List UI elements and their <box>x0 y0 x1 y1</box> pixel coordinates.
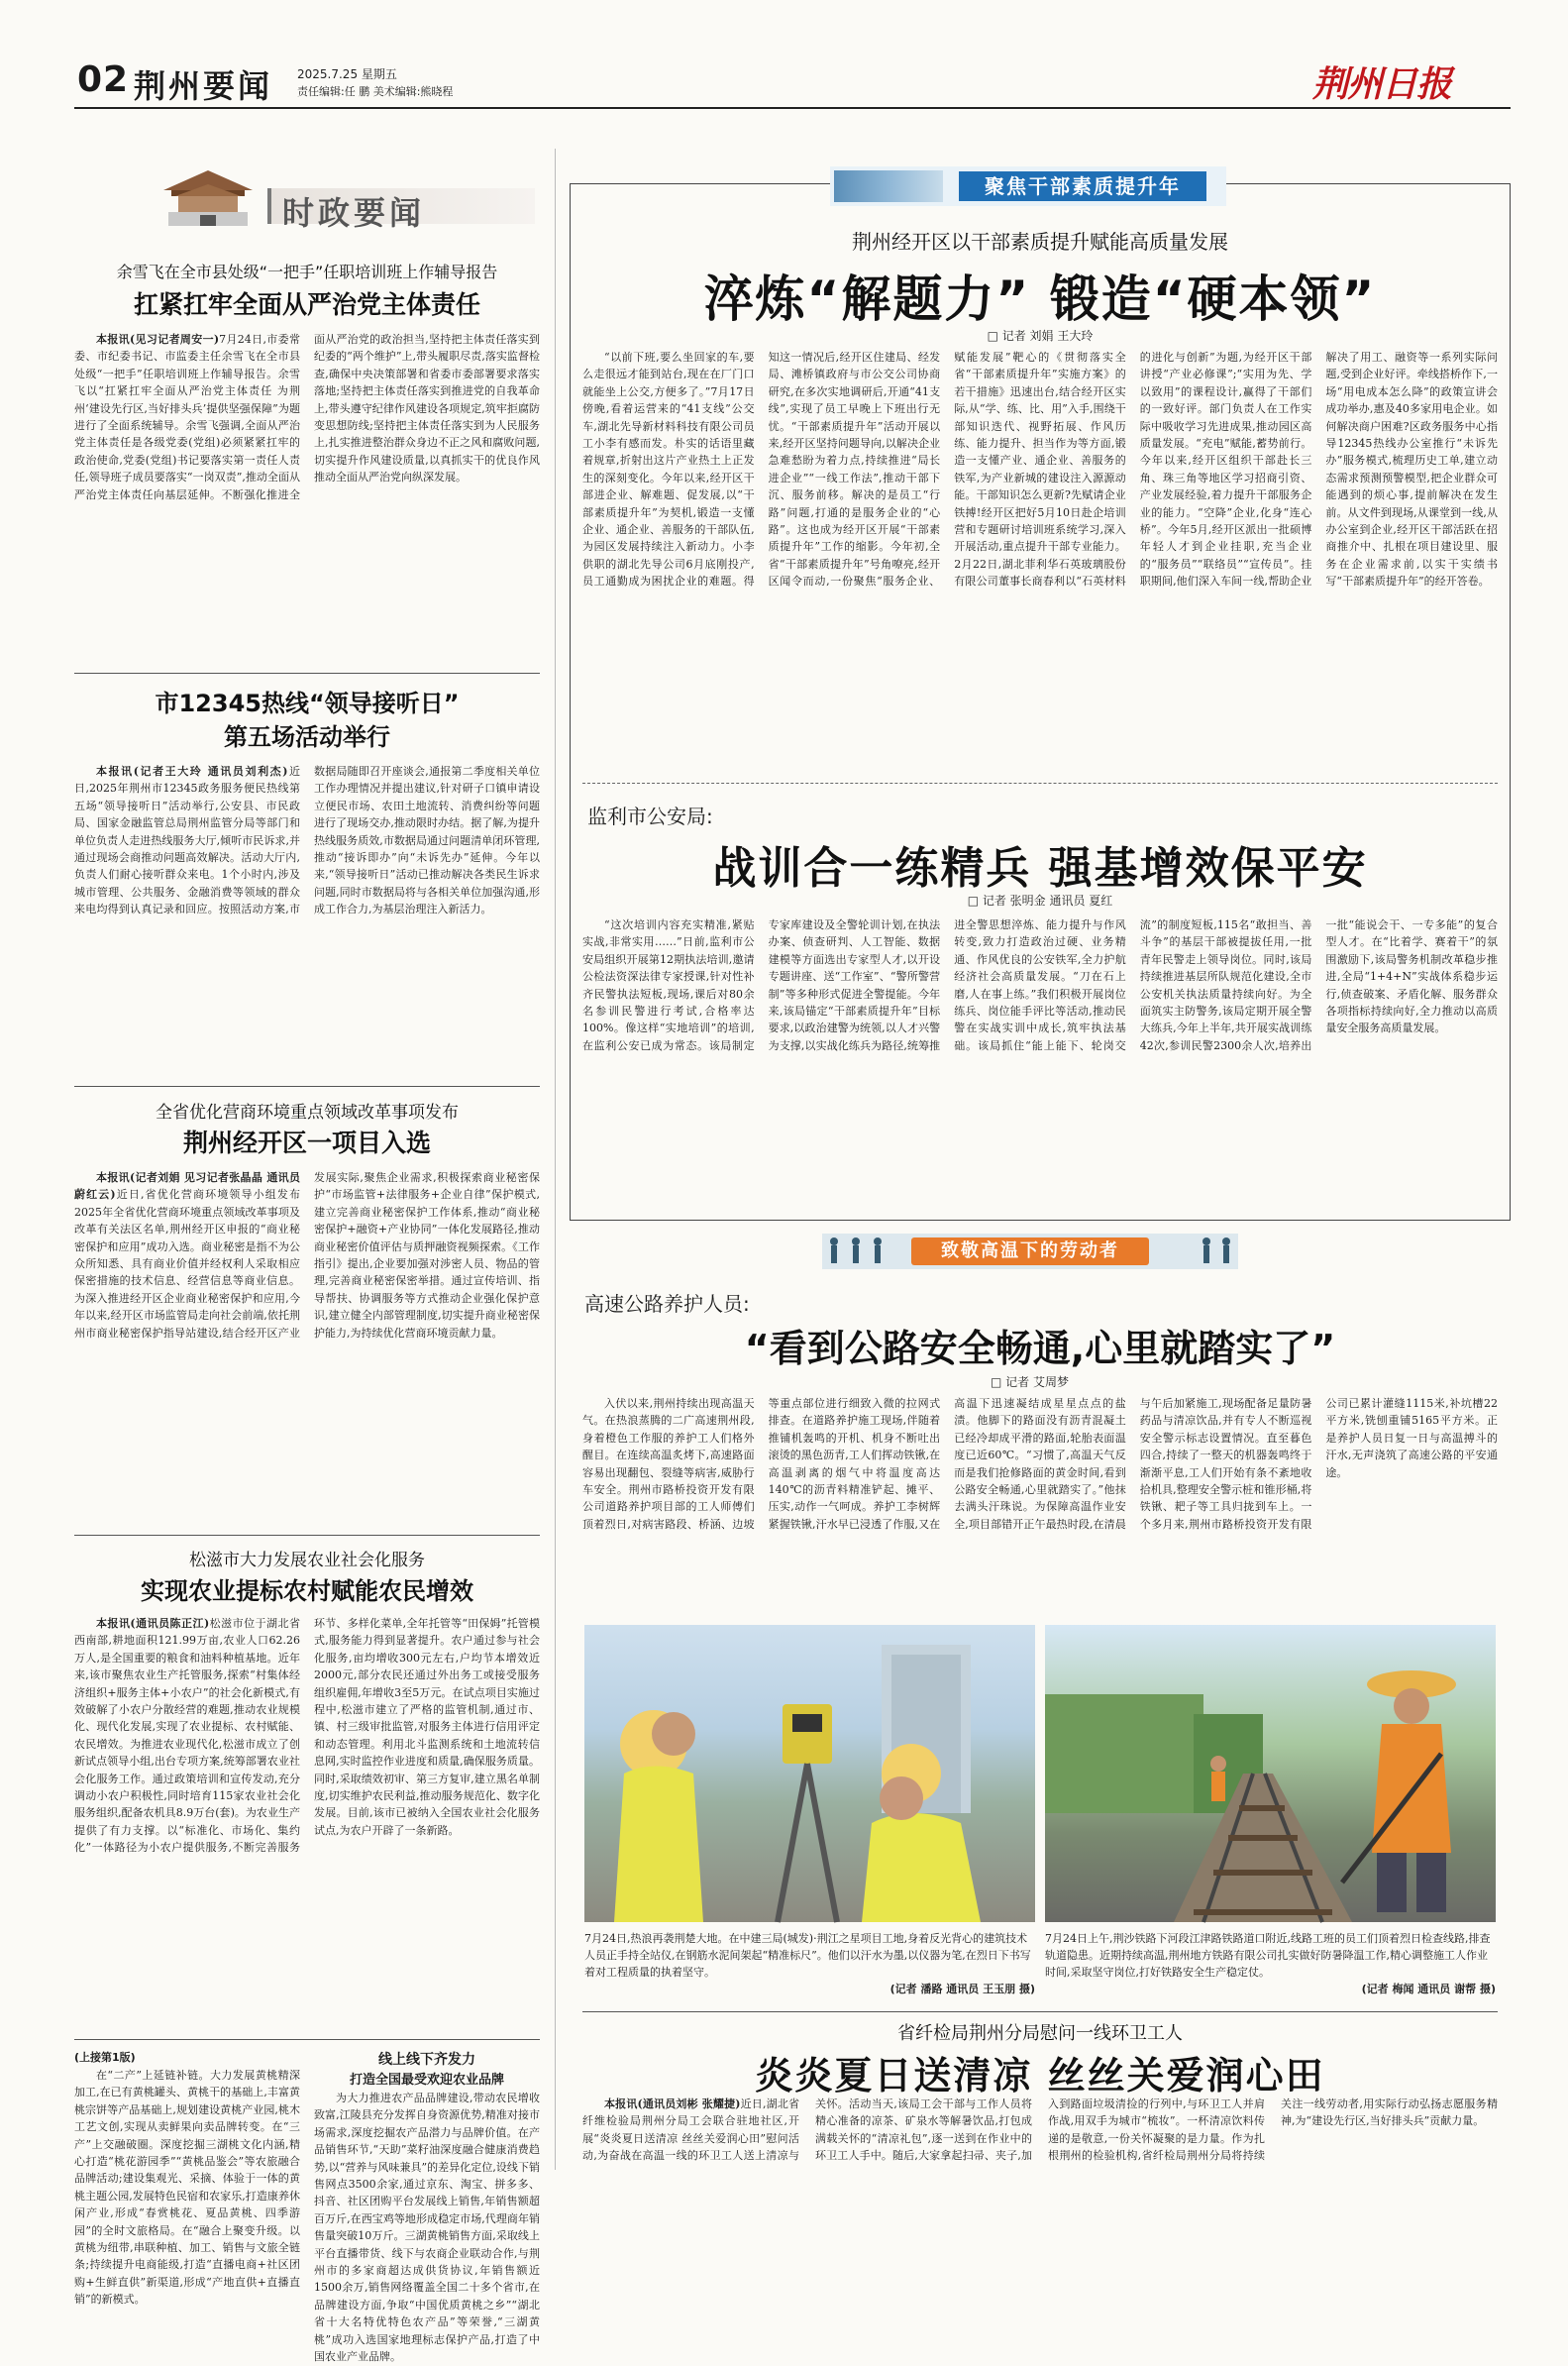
heat-banner-label: 致敬高温下的劳动者 <box>911 1237 1149 1265</box>
feature-banner <box>830 166 1226 206</box>
article5-body: 在“二产”上延链补链。大力发展黄桃精深加工,在已有黄桃罐头、黄桃干的基础上,丰富黄桃宗饼等产品基础上,规划建设黄桃产业园,桃木工艺文创,实现从卖鲜果向卖品牌转变。在“三产”上交融破圈。深度挖掘三湖桃文化内涵,精心打造“桃花游园季”“黄桃品鉴会”等农旅融合品牌活动;建设集观光、采摘、体验于一体的黄桃主题公园,发展特色民宿和农家乐,打造康养休闲产业,形成“春赏桃花、夏品黄桃、四季游园”的全时文旅格局。在“融合上聚变升级。以黄桃为纽带,串联种植、加工、销售与文旅全链条;持续提升电商能级,打造“直播电商+社区团购+生鲜直供”新渠道,形成“产地直供+直播直销”的新模式。 <box>74 2069 300 2307</box>
photo1-caption-text: 7月24日,热浪再袭荆楚大地。在中建三局(城发)·荆江之星项目工地,身着反光背心的建筑技术人员正手持全站仪,在钢筋水泥间架起“精准标尺”。他们以汗水为墨,以仪器为笔,在烈日下书写着对工程质量的执着坚守。 <box>584 1932 1031 1979</box>
photo2-caption-text: 7月24日上午,荆沙铁路下河段江津路铁路道口附近,线路工班的员工们顶着烈日检查线路,排查轨道隐患。近期持续高温,荆州地方铁路有限公司扎实做好防暑降温工作,精心调整施工人作业时间,采取坚守岗位,打好铁路安全生产稳定仗。 <box>1045 1932 1491 1979</box>
article7-title: 战训合一练精兵 强基增效保平安 <box>712 843 1368 894</box>
article3-lead: 本报讯(记者刘娟 见习记者张晶晶 通讯员蔚红云) <box>74 1171 300 1202</box>
article5-right-col <box>314 2049 540 2364</box>
article4-text: 松滋市位于湖北省西南部,耕地面积121.99万亩,农业人口62.26万人,是全国重要的粮食和油料种植基地。近年来,该市聚焦农业生产托管服务,探索“村集体经济组织+服务主体+小农户”的社会化新模式,有效破解了小农户分散经营的难题,推动农业规模化、现代化发展,实现了农业提标、农村赋能、农民增效。为推进农业现代化,松滋市成立了创新试点领导小组,出台专项方案,统筹部署农业社会化服务工作。通过政策培训和宣传发动,充分调动小农户积极性,同时培育115家农业社会化服务组织,配备农机具8.9万台(套)。为农业生产提供了有力支撑。以“标准化、市场化、集约化”一体路径为小农户提供服务,不断完善服务环节、多样化菜单,全年托管等“田保姆”托管模式,服务能力得到显著提升。农户通过参与社会化服务,亩均增收300元左右,户均节本增效近2000元,部分农民还通过外出务工或接受服务组织雇佣,年增收3至5万元。在试点项目实施过程中,松滋市建立了严格的监管机制,通过市、镇、村三级审批监管,对服务主体进行信用评定和动态管理。利用北斗监测系统和土地流转信息网,实时监控作业进度和质量,确保服务质量。同时,采取绩效初审、第三方复审,建立黑名单制度,切实维护农民利益,推动服务规范化、数字化发展。目前,该市已被纳入全国农业社会化服务试点,为农户开辟了一条新路。 <box>74 1617 540 1855</box>
article4-lead: 本报讯(通讯员陈正江) <box>96 1617 210 1630</box>
article8-byline: □ 记者 艾周梦 <box>991 1375 1069 1389</box>
article1-title: 扛紧扛牢全面从严治党主体责任 <box>133 290 480 319</box>
article2-body <box>74 763 540 1080</box>
article4-title-line1: 松滋市大力发展农业社会化服务 <box>189 1551 425 1570</box>
section-name: 荆州要闻 <box>134 67 273 105</box>
article4-body <box>74 1615 540 2031</box>
article5-body2: 为大力推进农产品品牌建设,带动农民增收致富,江陵县充分发挥自身资源优势,精准对接市场需求,深度挖掘农产品潜力与品牌价值。在产品销售环节,“天助”菜籽油深度融合健康消费趋势,以“营养与风味兼具”的差异化定位,设线下销售网点3500余家,通过京东、淘宝、拼多多、抖音、社区团购平台发展线上销售,年销售额超百万斤,在西宝鸡等地形成稳定市场,代理商年销售量突破10万斤。三湖黄桃销售方面,采取线上平台直播带货、线下与农商企业联动合作,与荆州市的多家商超达成供货协议,年销售额近1500余万,销售网络覆盖全国二十多个省市,在品牌建设方面,争取“中国优质黄桃之乡”“湖北省十大名特优特色农产品”等荣誉,“三湖黄桃”成功入选国家地理标志保护产品,打造了中国农业产业品牌。 <box>314 2092 540 2364</box>
article5-subtitle: 打造全国最受欢迎农业品牌 <box>349 2073 504 2088</box>
article3-body <box>74 1169 540 1528</box>
article9-text: 近日,湖北省纤维检验局荆州分局工会联合驻地社区,开展“炎炎夏日送清凉 丝丝关爱润心田”慰问活动,为奋战在高温一线的环卫工人送上清凉与关怀。活动当天,该局工会干部与工作人员将精心准备的凉茶、矿泉水等解暑饮品,打包成满载关怀的“清凉礼包”,逐一送到在作业中的环卫工人手中。随后,大家拿起扫帚、夹子,加入到路面垃圾清捡的行列中,与环卫工人并肩作战,用双手为城市“梳妆”。一杯清凉饮料传递的是敬意,一份关怀凝聚的是力量。作为扎根荆州的检验机构,省纤检局荆州分局将持续关注一线劳动者,用实际行动弘扬志愿服务精神,为“建设先行区,当好排头兵”贡献力量。 <box>582 2097 1498 2163</box>
surveyors-illustration <box>584 1625 1035 1922</box>
article9-title: 炎炎夏日送清凉 丝丝关爱润心田 <box>755 2054 1325 2097</box>
article7-byline: □ 记者 张明金 通讯员 夏红 <box>967 894 1113 908</box>
article8-body: 入伏以来,荆州持续出现高温天气。在热浪蒸腾的二广高速荆州段,身着橙色工作服的养护工人们格外醒目。在连续高温炙烤下,高速路面容易出现翻包、裂缝等病害,威胁行车安全。荆州市路桥投资开发有限公司道路养护项目部的工人师傅们顶着烈日,对病害路段、桥涵、边坡等重点部位进行细致入微的拉网式排查。在道路养护施工现场,伴随着推铺机轰鸣的开机、机身不断吐出滚烫的黑色沥青,工人们挥动铁锹,在高温剥离的烟气中将温度高达140℃的沥青料精准铲起、摊平、压实,动作一气呵成。养护工李树辉紧握铁锹,汗水早已浸透了作服,又在高温下迅速凝结成星星点点的盐渍。他脚下的路面没有沥青混凝土已经冷却成平滑的路面,轮胎表面温度已近60℃。“习惯了,高温天气反而是我们抢修路面的黄金时间,看到公路安全畅通,心里就踏实了。”他抹去满头汗珠说。为保障高温作业安全,项目部错开正午最热时段,在清晨与午后加紧施工,现场配备足量防暑药品与清凉饮品,并有专人不断巡视安全警示标志设置情况。直至暮色四合,持续了一整天的机器轰鸣终于渐渐平息,工人们开始有条不紊地收拾机具,整理安全警示桩和锥形桶,将铁锹、耙子等工具归拢到车上。一个多月来,荆州市路桥投资开发有限公司已累计灌缝1115米,补坑槽22平方米,铣刨重铺5165平方米。正是养护人员日复一日与高温搏斗的汗水,无声浇筑了高速公路的平安通途。 <box>582 1397 1498 1531</box>
article2-title-line2: 第五场活动举行 <box>224 723 390 751</box>
article5-left-col <box>74 2049 300 2307</box>
divider <box>582 2011 1498 2012</box>
column-banner-label: 时政要闻 <box>282 194 426 232</box>
photo2-caption <box>1045 1930 1496 2003</box>
gatehouse-icon <box>154 161 262 230</box>
editors-line: 责任编辑:任 鹏 美术编辑:熊晓程 <box>297 85 454 98</box>
article3-text: 近日,省优化营商环境领导小组发布2025年全省优化营商环境重点领域改革事项及改革有关法区名单,荆州经开区申报的“商业秘密保护和应用”成功入选。商业秘密是指不为公众所知悉、具有商业价值并经权利人采取相应保密措施的技术信息、经营信息等商业信息。为深入推进经开区企业商业秘密保护和应用,今年以来,经开区市场监管局走向社会前端,依托荆州市商业秘密保护指导站建设,结合经开区产业发展实际,聚焦企业需求,积极探索商业秘密保护“市场监管+法律服务+企业自律”保护模式,建立完善商业秘密保护工作体系,推动“商业秘密保护+融资+产业协同”一体化发展路径,推动商业秘密价值评估与质押融资视频探索。《工作指引》提出,企业要加强对涉密人员、物品的管理,完善商业秘密保密举措。通过宣传培训、指导帮扶、协调服务等方式推动企业强化保护意识,建立健全内部管理制度,切实提升商业秘密保护能力,为持续优化营商环境贡献力量。 <box>74 1171 540 1340</box>
divider <box>582 783 1498 784</box>
feature-banner-label: 聚焦干部素质提升年 <box>959 171 1206 201</box>
article9-kicker: 省纤检局荆州分局慰问一线环卫工人 <box>897 2023 1183 2044</box>
divider <box>74 1535 540 1536</box>
photo1-credit: (记者 潘路 通讯员 王玉朋 摄) <box>889 1983 1035 1995</box>
divider <box>74 2039 540 2040</box>
article2-lead: 本报讯(记者王大玲 通讯员刘利杰) <box>96 765 288 778</box>
article8-title: “看到公路安全畅通,心里就踏实了” <box>744 1327 1336 1370</box>
banner-photo-strip <box>834 170 943 202</box>
divider <box>74 673 540 674</box>
article8-kicker: 高速公路养护人员: <box>584 1292 750 1316</box>
newspaper-logo: 荆州日报 <box>1312 63 1452 105</box>
article5-continued: (上接第1版) <box>74 2051 136 2064</box>
masthead-rule <box>74 107 1511 109</box>
article1-text: 7月24日,市委常委、市纪委书记、市监委主任余雪飞在全市县处级“一把手”任职培训班上作辅导报告。余雪飞以“扛紧扛牢全面从严治党主体责任 为荆州‘建设先行区,当好排头兵’提供坚强保障”为题进行了全面系统辅导。余雪飞强调,全面从严治党主体责任是各级党委(党组)必须紧紧扛牢的政治使命,党委(党组)书记要落实第一责任人责任,领导班子成员要落实“一岗双责”,推动全面从严治党主体责任向基层延伸。不断强化推进全面从严治党的政治担当,坚持把主体责任落实到纪委的“两个维护”上,带头履职尽责,落实监督检查,确保中央决策部署和省委市委部署要求落实落地;坚持把主体责任落实到推进党的自我革命上,带头遵守纪律作风建设各项规定,筑牢拒腐防变思想防线;坚持把主体责任落实到为人民服务上,扎实推进整治群众身边不正之风和腐败问题,切实提升作风建设质量,以真抓实干的优良作风推动全面从严治党向纵深发展。 <box>74 333 540 501</box>
divider <box>74 1086 540 1087</box>
column-rule <box>555 149 556 2170</box>
column-banner <box>74 149 540 238</box>
article2-text: 近日,2025年荆州市12345政务服务便民热线第五场“领导接听日”活动举行,公安县、市民政局、国家金融监管总局荆州监管分局等部门和单位负责人走进热线服务大厅,倾听市民诉求,并通过现场会商推动问题高效解决。活动大厅内,负责人们耐心接听群众来电。1个小时内,涉及城市管理、公共服务、金融消费等领域的群众来电均得到认真记录和回应。按照活动方案,市数据局随即召开座谈会,通报第二季度相关单位工作办理情况并提出建议,针对研子口镇申请设立便民市场、农田土地流转、消费纠纷等问题进行了现场交办,推动限时办结。据了解,为提升热线服务质效,市数据局通过问题清单闭环管理,推动“接诉即办”向“未诉先办”延伸。今年以来,“领导接听日”活动已推动解决各类民生诉求问题,同时市数据局将与各相关单位加强沟通,形成工作合力,为基层治理注入新活力。 <box>74 765 540 916</box>
railway-illustration <box>1045 1625 1496 1922</box>
article2-title-line1: 市12345热线“领导接听日” <box>155 690 460 717</box>
article1-lead: 本报讯(见习记者周安一) <box>96 333 220 346</box>
article5-subhead: 线上线下齐发力 <box>378 2052 475 2068</box>
photo2-credit: (记者 梅闻 通讯员 谢帮 摄) <box>1361 1983 1496 1995</box>
article9-lead: 本报讯(通讯员刘彬 张耀捷) <box>604 2097 741 2110</box>
heat-banner <box>822 1234 1238 1269</box>
article1-body <box>74 331 540 666</box>
article6-body: “以前下班,要么坐回家的车,要么走很远才能到站台,现在在厂门口就能坐上公交,方便多了。”7月17日傍晚,看着运营来的“41支线”公交车,湖北先导新材料科技有限公司员工小李有感而发。朴实的话语里藏着规章,折射出这片产业热土上正发生的深刻变化。今年以来,经开区干部进企业、解难题、促发展,以“干部素质提升年”为契机,锻造一支懂企业、通企业、善服务的干部队伍,为园区发展持续注入新动力。小李供职的湖北先导公司6月底刚投产,员工通勤成为困扰企业的难题。得知这一情况后,经开区住建局、经发局、滩桥镇政府与市公交公司协商研究,在多次实地调研后,开通“41支线”,实现了员工早晚上下班出行无忧。“干部素质提升年”活动开展以来,经开区坚持问题导向,以解决企业急难愁盼为着力点,持续推进“局长进企业”“一线工作法”,推动干部下沉、服务前移。解决的是员工“行路”问题,打通的是服务企业的“心路”。这也成为经开区开展“干部素质提升年”工作的缩影。今年初,全省“干部素质提升年”号角嘹亮,经开区闻令而动,一份聚焦“服务企业、赋能发展”靶心的《贯彻落实全省“干部素质提升年”实施方案》的若干措施》迅速出台,结合经开区实际,从“学、练、比、用”入手,围绕干部知识迭代、视野拓展、作风历练、能力提升、担当作为等方面,锻造一支懂产业、通企业、善服务的铁军,为产业新城的建设注入源源动能。干部知识怎么更新?先赋请企业铁搏!经开区把好5月10日赴企培训营和专题研讨培训班系统学习,深入开展活动,重点提升干部专业能力。2月22日,湖北菲利华石英玻璃股份有限公司董事长商春利以“石英材料的进化与创新”为题,为经开区干部讲授“产业必修课”;“实用为先、学以致用”的课程设计,赢得了干部们的一致好评。部门负责人在工作实际中吸收学习先进成果,推动园区高质量发展。“充电”赋能,蓄势前行。今年以来,经开区组织干部赴长三角、珠三角等地区学习招商引资、产业发展经验,着力提升干部服务企业的能力。“空降”企业,化身“连心桥”。今年5月,经开区派出一批硕博年轻人才到企业挂职,充当企业的“服务员”“联络员”“宣传员”。挂职期间,他们深入车间一线,帮助企业解决了用工、融资等一系列实际问题,受到企业好评。牵线搭桥作下,一场“用电成本怎么降”的政策宣讲会成功举办,惠及40多家用电企业。如何解决商户困难?区政务服务中心指导12345热线办公室推行“未诉先办”服务模式,梳理历史工单,建立动态需求预测预警模型,把企业群众可能遇到的烦心事,提前解决在发生前。从文件到现场,从课堂到一线,从办公室到企业,经开区干部活跃在招商推介中、扎根在项目建设里、服务在企业需求前,以实干实绩书写“干部素质提升年”的经开答卷。 <box>582 351 1498 589</box>
issue-date: 2025.7.25 星期五 <box>297 67 397 81</box>
article6-byline: □ 记者 刘娟 王大玲 <box>987 329 1094 343</box>
article9-body <box>582 2096 1498 2167</box>
article6-kicker: 荆州经开区以干部素质提升赋能高质量发展 <box>852 230 1228 254</box>
article7-body: “这次培训内容充实精准,紧贴实战,非常实用……”日前,监利市公安局组织开展第12期执法培训,邀请公检法资深法律专家授课,针对性补齐民警执法短板,现场,课后对80余名参训民警进行考试,合格率达100%。像这样“实地培训”的培训,在监利公安已成为常态。该局制定专家库建设及全警轮训计划,在执法办案、侦查研判、人工智能、数据建模等方面选出专家型人才,以开设专题讲座、送“工作室”、“警所警营制”等多种形式促进全警提能。今年来,该局锚定“干部素质提升年”目标要求,以政治建警为统领,以人才兴警为支撑,以实战化练兵为路径,统筹推进全警思想淬炼、能力提升与作风转变,致力打造政治过硬、业务精通、作风优良的公安铁军,全力护航经济社会高质量发展。“刀在石上磨,人在事上练。”我们积极开展岗位练兵、岗位能手评比等活动,推动民警在实战实训中成长,筑牢执法基础。该局抓住“能上能下、轮岗交流”的制度短板,115名“敢担当、善斗争”的基层干部被提拔任用,一批青年民警走上领导岗位。同时,该局持续推进基层所队规范化建设,全市公安机关执法质量持续向好。为全面筑实主防警务,该局定期开展全警大练兵,今年上半年,共开展实战训练42次,参训民警2300余人次,培养出一批“能说会干、一专多能”的复合型人才。在“比着学、赛着干”的氛围激励下,该局警务机制改革稳步推进,全局“1+4+N”实战体系稳步运行,侦查破案、矛盾化解、服务群众各项指标持续向好,全力推动以高质量安全服务高质量发展。 <box>582 918 1498 1052</box>
photo1-caption <box>584 1930 1035 2003</box>
photo-surveyors <box>584 1625 1035 1922</box>
article3-title-line2: 荆州经开区一项目入选 <box>182 1129 431 1157</box>
page-number: 02 <box>77 59 130 100</box>
article3-title-line1: 全省优化营商环境重点领域改革事项发布 <box>156 1103 459 1123</box>
photo-railway <box>1045 1625 1496 1922</box>
article4-title-line2: 实现农业提标农村赋能农民增效 <box>141 1577 473 1605</box>
article1-kicker: 余雪飞在全市县处级“一把手”任职培训班上作辅导报告 <box>116 263 498 281</box>
article6-title: 淬炼“解题力” 锻造“硬本领” <box>703 270 1377 328</box>
article7-kicker: 监利市公安局: <box>587 805 713 828</box>
